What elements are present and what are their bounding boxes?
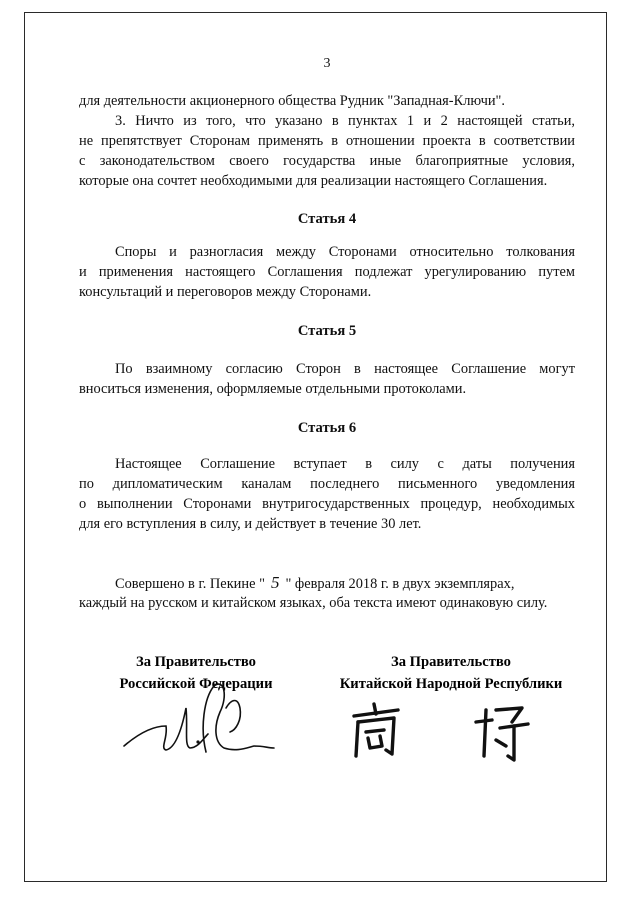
closing-prefix: Совершено в г. Пекине " bbox=[115, 576, 265, 592]
article-5-heading: Статья 5 bbox=[297, 323, 357, 339]
paragraph-3 bbox=[79, 111, 575, 191]
handwritten-day: 5 bbox=[270, 573, 280, 592]
text-line: не препятствует Сторонам применять в отношении проекта в соответствии bbox=[79, 133, 575, 149]
closing-line-1 bbox=[79, 573, 575, 593]
closing-paragraph bbox=[79, 573, 575, 613]
article-6-heading: Статья 6 bbox=[297, 420, 357, 436]
text-line: о выполнении Сторонами внутригосударственных процедур, необходимых bbox=[79, 496, 575, 512]
text-line: по дипломатическим каналам последнего письменного уведомления bbox=[79, 476, 575, 492]
text-line: консультаций и переговоров между Сторонами. bbox=[79, 284, 372, 300]
text-line: для деятельности акционерного общества Рудник "Западная-Ключи". bbox=[79, 93, 505, 109]
closing-suffix: " февраля 2018 г. в двух экземплярах, bbox=[285, 576, 515, 592]
signatory-country: Российской Федерации bbox=[119, 676, 273, 692]
article-5-body bbox=[79, 359, 575, 399]
handwritten-signature-left bbox=[118, 668, 278, 768]
signature-block-china bbox=[326, 651, 576, 695]
page-number: 3 bbox=[323, 56, 331, 71]
paragraph-top bbox=[79, 91, 575, 111]
handwritten-signature-right bbox=[346, 700, 546, 770]
text-line: с законодательством своего государства иные благоприятные условия, bbox=[79, 153, 575, 169]
text-line: Споры и разногласия между Сторонами относительно толкования bbox=[115, 244, 575, 260]
text-line: Настоящее Соглашение вступает в силу с даты получения bbox=[115, 456, 575, 472]
text-line: которые она сочтет необходимыми для реализации настоящего Соглашения. bbox=[79, 173, 548, 189]
text-line: вноситься изменения, оформляемые отдельными протоколами. bbox=[79, 381, 467, 397]
signatory-country: Китайской Народной Республики bbox=[339, 676, 563, 692]
signatory-title: За Правительство bbox=[136, 654, 256, 670]
signatory-title: За Правительство bbox=[391, 654, 511, 670]
article-4-heading: Статья 4 bbox=[297, 211, 357, 227]
text-line: каждый на русском и китайском языках, оба текста имеют одинаковую силу. bbox=[79, 595, 548, 611]
text-line: По взаимному согласию Сторон в настоящее Соглашение могут bbox=[115, 361, 575, 377]
text-line: для его вступления в силу, и действует в течение 30 лет. bbox=[79, 516, 422, 532]
article-6-body bbox=[79, 454, 575, 534]
text-line: 3. Ничто из того, что указано в пунктах 1 и 2 настоящей статьи, bbox=[115, 113, 575, 129]
text-line: и применения настоящего Соглашения подлежат урегулированию путем bbox=[79, 264, 575, 280]
article-4-body bbox=[79, 242, 575, 302]
